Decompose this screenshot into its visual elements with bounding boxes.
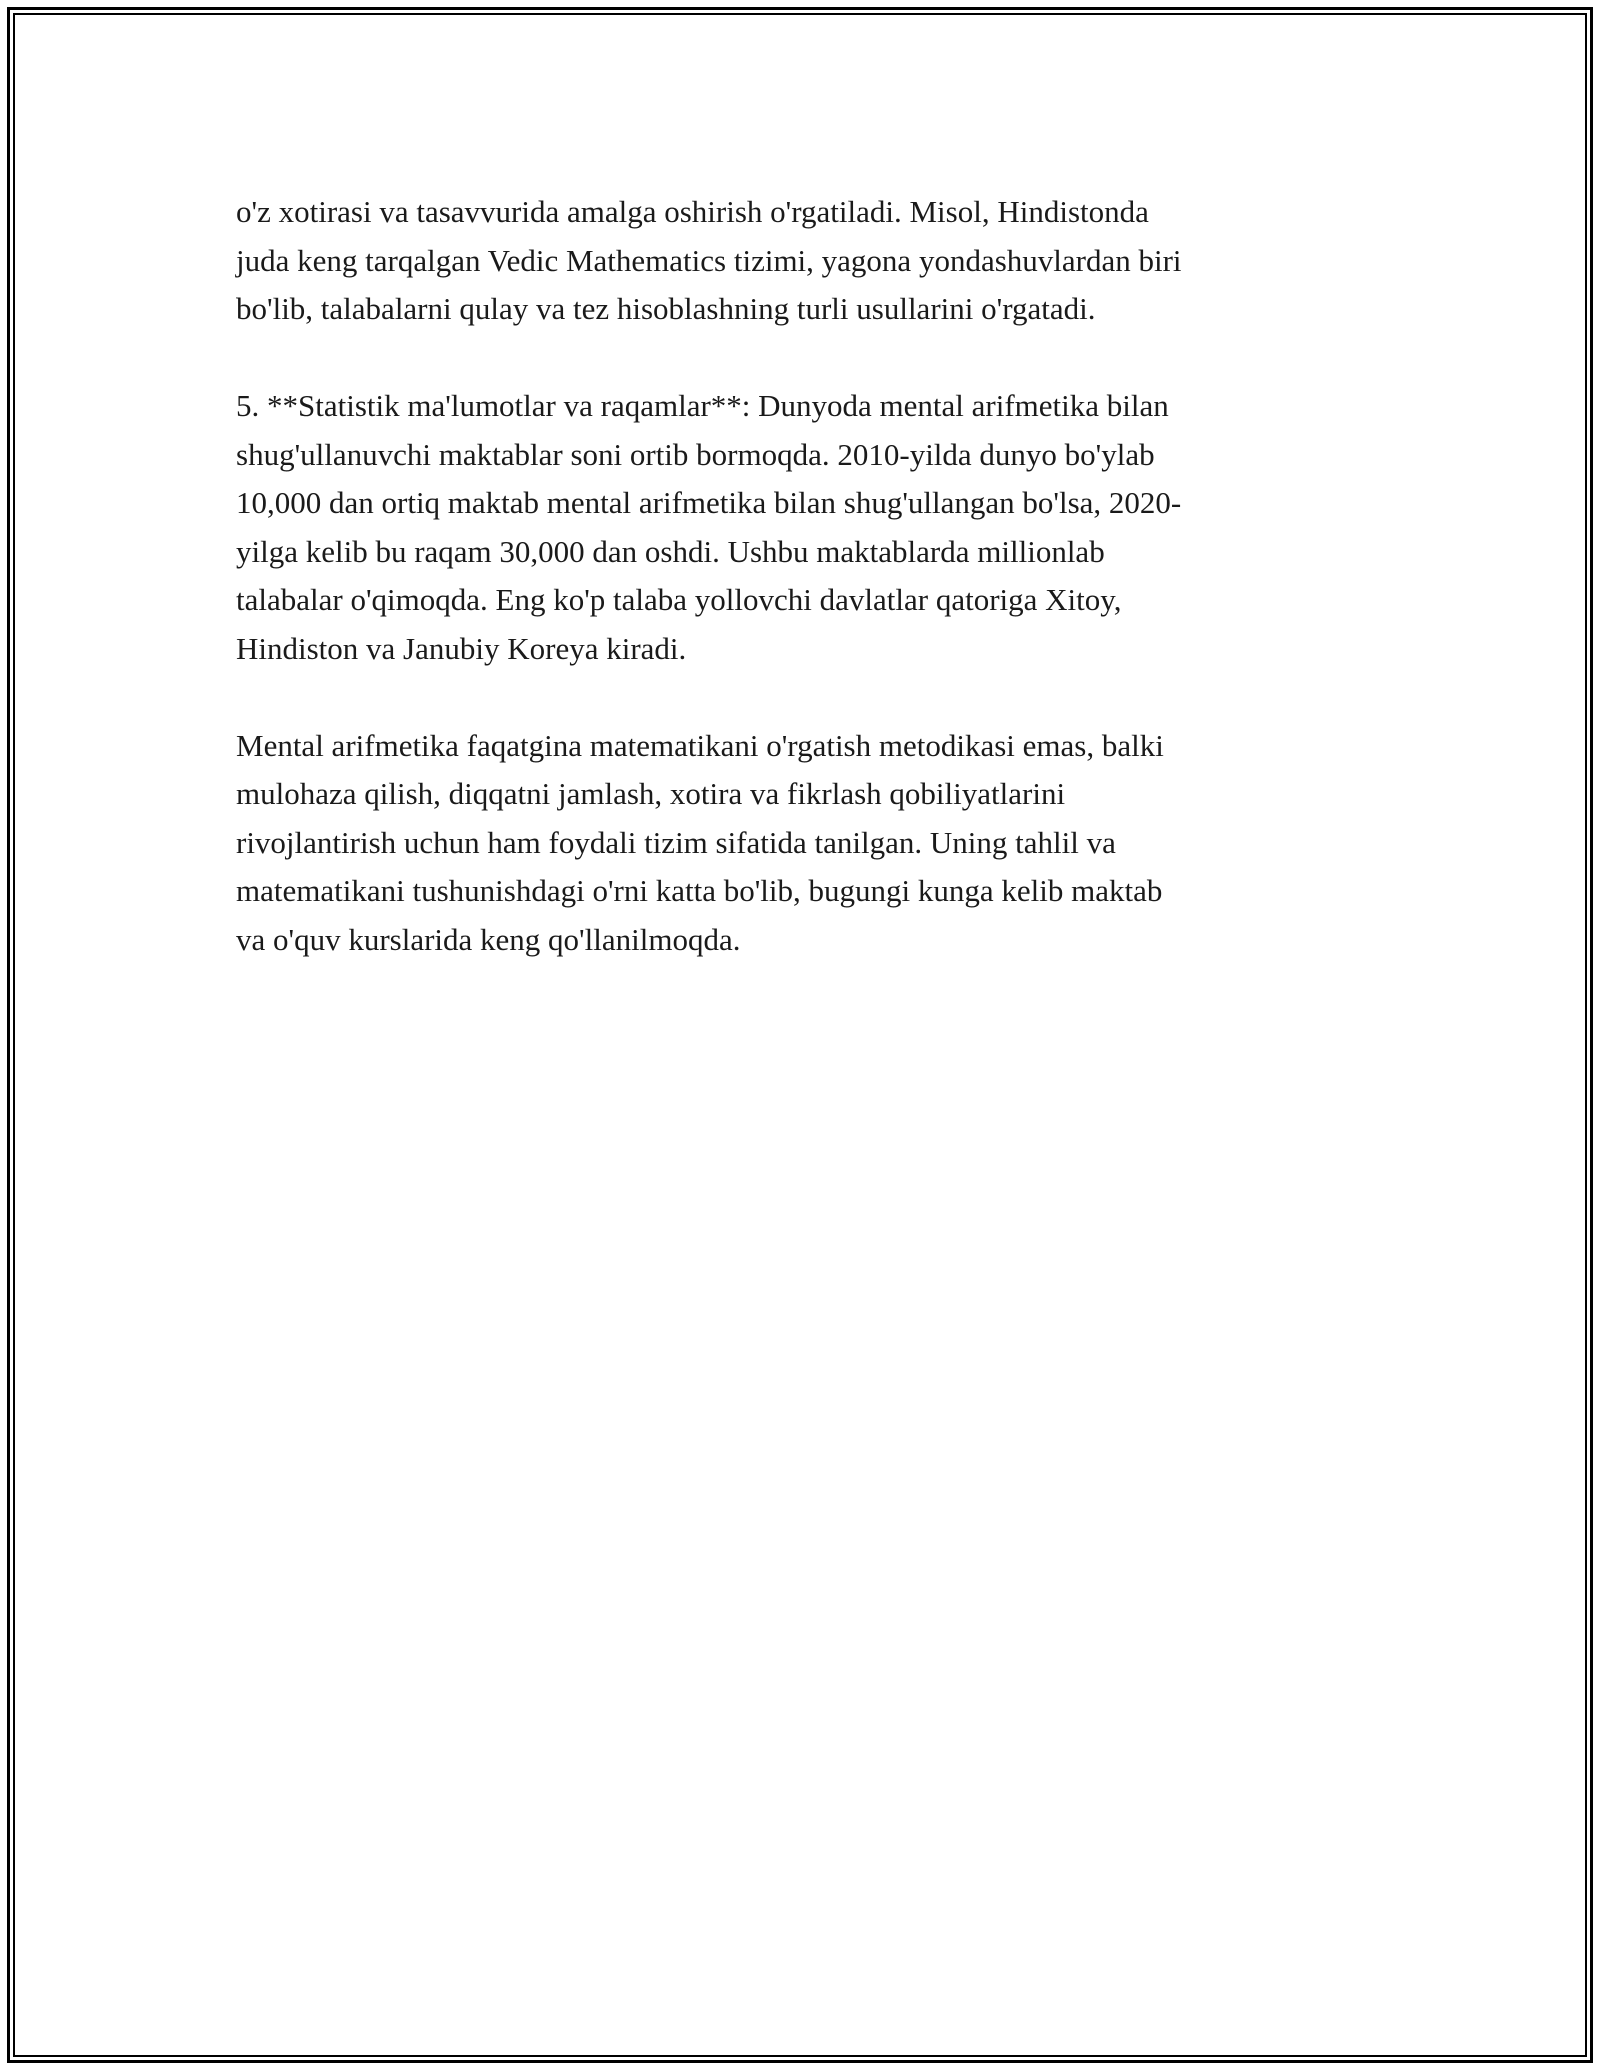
text-line: mulohaza qilish, diqqatni jamlash, xotira va fikrlash qobiliyatlarini	[236, 776, 1066, 811]
text-line: Hindiston va Janubiy Koreya kiradi.	[236, 630, 687, 666]
paragraph-conclusion	[236, 722, 1366, 965]
text-line: talabalar o'qimoqda. Eng ko'p talaba yollovchi davlatlar qatoriga Xitoy,	[236, 582, 1122, 617]
text-line: va o'quv kurslarida keng qo'llanilmoqda.	[236, 921, 741, 957]
text-line: shug'ullanuvchi maktablar soni ortib bormoqda. 2010-yilda dunyo bo'ylab	[236, 436, 1155, 472]
text-line: Mental arifmetika faqatgina matematikani o'rgatish metodikasi emas, balki	[236, 727, 1164, 763]
text-line: rivojlantirish uchun ham foydali tizim sifatida tanilgan. Uning tahlil va	[236, 824, 1116, 860]
text-line: bo'lib, talabalarni qulay va tez hisoblashning turli usullarini o'rgatadi.	[236, 291, 1096, 326]
document-body	[236, 188, 1366, 1013]
text-line: 10,000 dan ortiq maktab mental arifmetika bilan shug'ullangan bo'lsa, 2020-	[236, 485, 1182, 520]
text-line: juda keng tarqalgan Vedic Mathematics tizimi, yagona yondashuvlardan biri	[236, 242, 1182, 278]
text-line: matematikani tushunishdagi o'rni katta bo'lib, bugungi kunga kelib maktab	[236, 873, 1163, 908]
text-line: 5. **Statistik ma'lumotlar va raqamlar**: Dunyoda mental arifmetika bilan	[236, 388, 1169, 423]
paragraph-vedic-mathematics	[236, 188, 1366, 334]
text-line: yilga kelib bu raqam 30,000 dan oshdi. Ushbu maktablarda millionlab	[236, 533, 1105, 569]
paragraph-statistics	[236, 382, 1366, 673]
text-line: o'z xotirasi va tasavvurida amalga oshirish o'rgatiladi. Misol, Hindistonda	[236, 194, 1149, 229]
